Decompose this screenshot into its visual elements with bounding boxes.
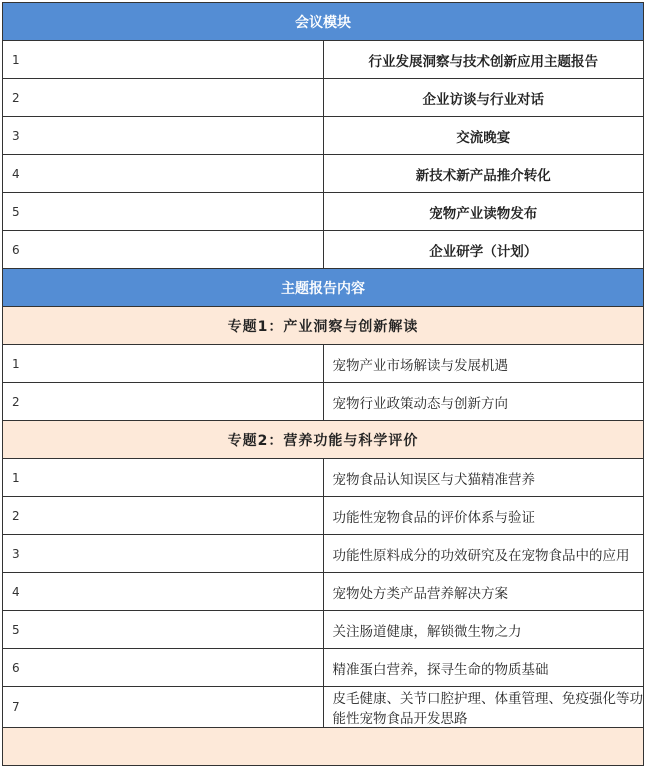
topic-title: 专题2：营养功能与科学评价 [3,421,644,459]
row-number: 3 [3,117,324,155]
report-title: 宠物行业政策动态与创新方向 [323,383,644,421]
row-number: 3 [3,535,324,573]
report-title: 皮毛健康、关节口腔护理、体重管理、免疫强化等功能性宠物食品开发思路 [323,687,644,728]
report-title: 功能性原料成分的功效研究及在宠物食品中的应用 [323,535,644,573]
row-number: 4 [3,155,324,193]
table-row [3,573,644,611]
table-row [3,117,644,155]
module-name: 企业访谈与行业对话 [323,79,644,117]
table-row [3,497,644,535]
table-row [3,535,644,573]
agenda-table [2,2,644,766]
module-name: 宠物产业读物发布 [323,193,644,231]
row-number: 7 [3,687,324,728]
table-row [3,41,644,79]
module-name: 新技术新产品推介转化 [323,155,644,193]
row-number: 6 [3,231,324,269]
table-row [3,687,644,728]
report-title: 宠物产业市场解读与发展机遇 [323,345,644,383]
row-number: 5 [3,611,324,649]
module-name: 企业研学（计划） [323,231,644,269]
table-row [3,383,644,421]
report-title: 功能性宠物食品的评价体系与验证 [323,497,644,535]
topic-header [3,421,644,459]
table-row [3,79,644,117]
table-row [3,345,644,383]
row-number: 2 [3,383,324,421]
module-name: 行业发展洞察与技术创新应用主题报告 [323,41,644,79]
topic-header [3,307,644,345]
modules-title: 会议模块 [3,3,644,41]
table-row [3,155,644,193]
row-number: 2 [3,79,324,117]
report-title: 宠物处方类产品营养解决方案 [323,573,644,611]
topic-title [3,728,644,766]
row-number: 4 [3,573,324,611]
row-number: 1 [3,459,324,497]
report-title: 宠物食品认知误区与犬猫精准营养 [323,459,644,497]
row-number: 2 [3,497,324,535]
next-topic-header-partial [3,728,644,766]
row-number: 1 [3,345,324,383]
report-title: 关注肠道健康，解锁微生物之力 [323,611,644,649]
table-row [3,611,644,649]
row-number: 1 [3,41,324,79]
report-title: 精准蛋白营养，探寻生命的物质基础 [323,649,644,687]
reports-title: 主题报告内容 [3,269,644,307]
row-number: 6 [3,649,324,687]
section-header [3,3,644,41]
topic-title: 专题1：产业洞察与创新解读 [3,307,644,345]
table-row [3,649,644,687]
table-row [3,193,644,231]
table-row [3,231,644,269]
module-name: 交流晚宴 [323,117,644,155]
row-number: 5 [3,193,324,231]
section-header [3,269,644,307]
table-row [3,459,644,497]
